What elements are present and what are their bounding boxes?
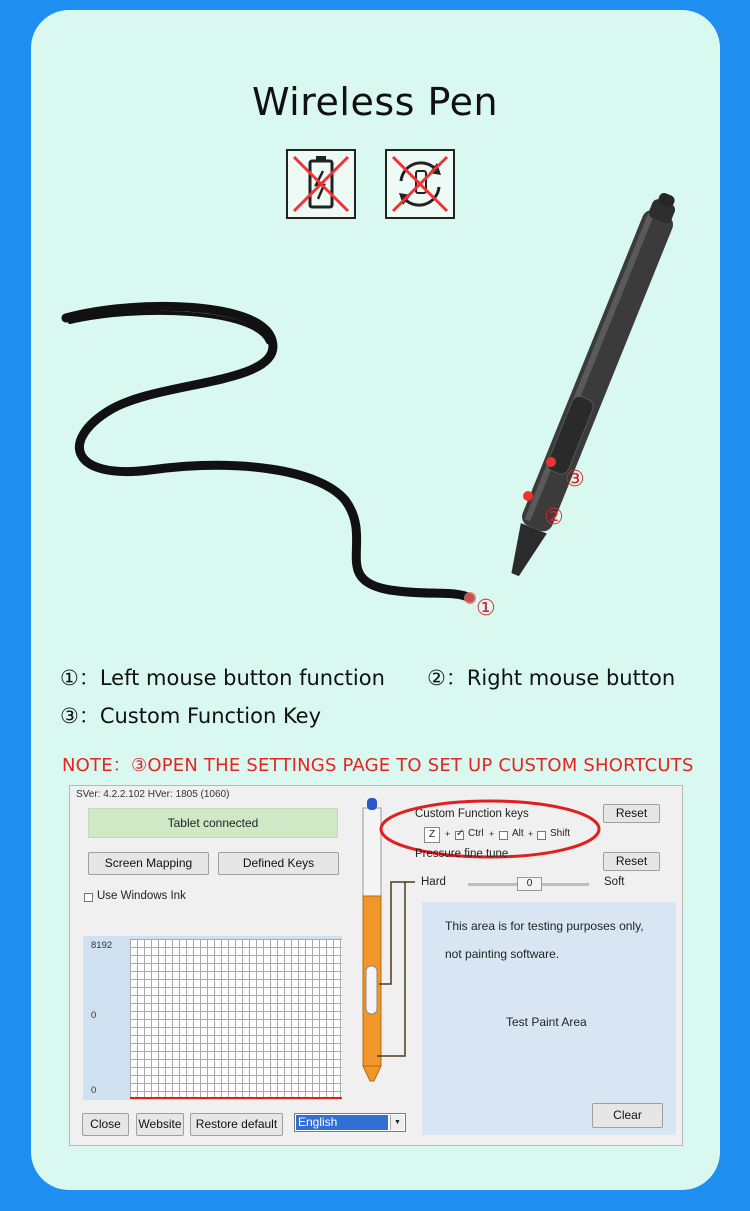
hard-label: Hard xyxy=(421,876,446,888)
feature-right-button: ②：Right mouse button xyxy=(427,666,676,690)
version-info: SVer: 4.2.2.102 HVer: 1805 (1060) xyxy=(76,789,230,800)
clear-button[interactable]: Clear xyxy=(592,1103,663,1128)
graph-grid xyxy=(130,939,342,1099)
label-three: ③ xyxy=(565,467,585,492)
pen xyxy=(500,189,683,581)
feature-custom-key: ③：Custom Function Key xyxy=(60,704,322,728)
chevron-down-icon[interactable]: ▼ xyxy=(390,1115,404,1130)
close-button[interactable]: Close xyxy=(82,1113,129,1136)
label-one: ① xyxy=(476,596,496,621)
ctrl-label: Ctrl xyxy=(468,828,484,839)
shift-label: Shift xyxy=(550,828,571,839)
use-windows-ink-label: Use Windows Ink xyxy=(97,890,186,902)
plus-sign: + xyxy=(489,829,495,839)
pressure-graph xyxy=(83,936,342,1100)
graph-label-mid: 0 xyxy=(91,1010,97,1021)
language-value: English xyxy=(296,1115,388,1130)
pressure-slider-thumb[interactable]: 0 xyxy=(517,877,542,891)
test-paint-area[interactable] xyxy=(422,902,676,1135)
screen-mapping-button[interactable]: Screen Mapping xyxy=(88,852,209,875)
page-title: Wireless Pen xyxy=(251,80,499,124)
restore-default-button[interactable]: Restore default xyxy=(190,1113,283,1136)
language-select[interactable] xyxy=(294,1113,406,1132)
status-badge: Tablet connected xyxy=(88,808,338,838)
key-input[interactable]: Z xyxy=(424,827,440,843)
reset-pressure-button[interactable]: Reset xyxy=(603,852,660,871)
custom-function-keys-label: Custom Function keys xyxy=(415,808,529,820)
website-button[interactable]: Website xyxy=(136,1113,184,1136)
plus-sign: + xyxy=(528,829,534,839)
alt-label: Alt xyxy=(512,828,524,839)
graph-label-top: 8192 xyxy=(91,940,113,951)
note-text: NOTE：③OPEN THE SETTINGS PAGE TO SET UP CUSTOM SHORTCUTS xyxy=(62,755,694,776)
label-two: ② xyxy=(544,505,564,530)
reset-keys-button[interactable]: Reset xyxy=(603,804,660,823)
use-windows-ink-checkbox[interactable] xyxy=(84,893,93,902)
ink-stroke xyxy=(66,306,470,598)
defined-keys-button[interactable]: Defined Keys xyxy=(218,852,339,875)
graph-label-bottom: 0 xyxy=(91,1085,97,1096)
pressure-line xyxy=(130,1097,342,1099)
soft-label: Soft xyxy=(604,876,625,888)
pressure-fine-tune-label: Pressure fine tune xyxy=(415,848,509,860)
feature-left-button: ①：Left mouse button function xyxy=(60,666,385,690)
settings-window xyxy=(69,785,683,1146)
test-paint-area-label: Test Paint Area xyxy=(506,1015,587,1029)
plus-sign: + xyxy=(445,829,451,839)
test-info-line2: not painting software. xyxy=(445,947,560,961)
test-info-line1: This area is for testing purposes only, xyxy=(445,919,644,933)
